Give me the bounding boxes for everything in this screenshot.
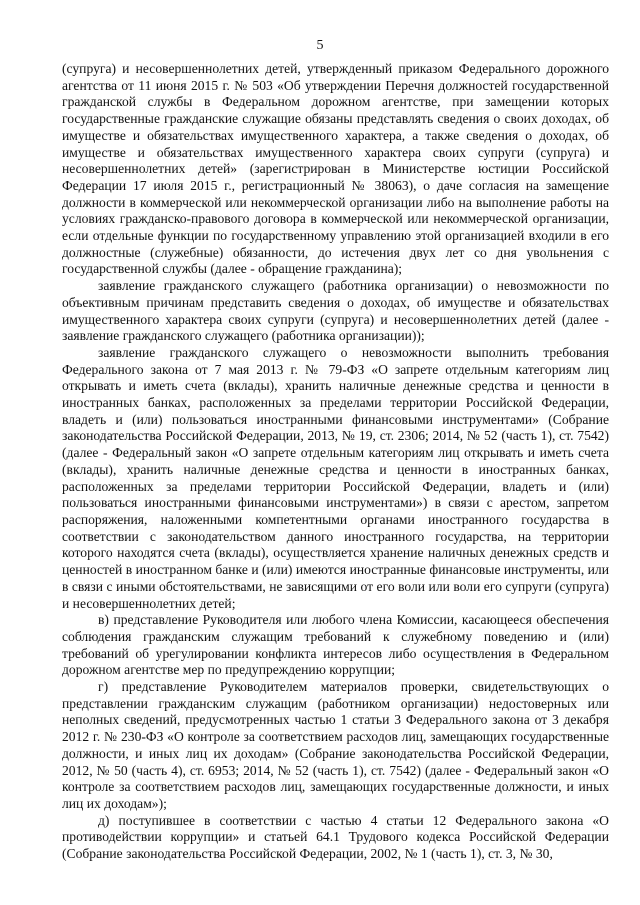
paragraph-foreign-accounts-statement: заявление гражданского служащего о невозможности выполнить требования Федерального закона от 7 мая 2013 г. № 79-ФЗ «О запрете отдельным категориям лиц открывать и иметь счета (вклады), хранить наличные денежные средства и ценности в иностранных банках, расположенных за пределами территории Российской Федерации, владеть и (или) пользоваться иностранными финансовыми инструментами» (Собрание законодательства Российской Федерации, 2013, № 19, ст. 2306; 2014, № 52 (часть 1), ст. 7542) (далее - Федеральный закон «О запрете отдельным категориям лиц открывать и иметь счета (вклады), хранить наличные денежные средства и ценности в иностранных банках, расположенных за пределами территории Российской Федерации, владеть и (или) пользоваться иностранными финансовыми инструментами») в связи с арестом, запретом распоряжения, наложенными компетентными органами иностранного государства в соответствии с законодательством данного иностранного государства, на территории которого находятся счета (вклады), осуществляется хранение наличных денежных средств и ценностей в иностранном банке и (или) имеются иностранные финансовые инструменты, или в связи с иными обстоятельствами, не зависящими от его воли или воли его супруги (супруга) и несовершеннолетних детей; <box>62 344 609 611</box>
paragraph-item-v: в) представление Руководителя или любого члена Комиссии, касающееся обеспечения соблюдения гражданским служащим требований к служебному поведению и (или) требований об урегулировании конфликта интересов либо осуществления в Федеральном дорожном агентстве мер по предупреждению коррупции; <box>62 612 609 678</box>
paragraph-item-d: д) поступившее в соответствии с частью 4 статьи 12 Федерального закона «О противодействии коррупции» и статьей 64.1 Трудового кодекса Российской Федерации (Собрание законодательства Российской Федерации, 2002, № 1 (часть 1), ст. 3, № 30, <box>62 812 609 862</box>
paragraph-employee-statement: заявление гражданского служащего (работника организации) о невозможности по объективным причинам представить сведения о доходах, об имуществе и обязательствах имущественного характера своих супруги (супруга) и несовершеннолетних детей (далее - заявление гражданского служащего (работника организации)); <box>62 278 609 344</box>
paragraph-continuation: (супруга) и несовершеннолетних детей, утвержденный приказом Федерального дорожного агентства от 11 июня 2015 г. № 503 «Об утверждении Перечня должностей государственной гражданской службы в Федеральном дорожном агентстве, при замещении которых государственные гражданские служащие обязаны представлять сведения о своих доходах, об имуществе и обязательствах имущественного характера, а также сведения о доходах, об имуществе и обязательствах имущественного характера своих супруги (супруга) и несовершеннолетних детей» (зарегистрирован в Министерстве юстиции Российской Федерации 17 июля 2015 г., регистрационный № 38063), о даче согласия на замещение должности в коммерческой или некоммерческой организации либо на выполнение работы на условиях гражданско-правового договора в коммерческой или некоммерческой организации, если отдельные функции по государственному управлению этой организацией входили в его должностные (служебные) обязанности, до истечения двух лет со дня увольнения с государственной службы (далее - обращение гражданина); <box>62 61 609 277</box>
paragraph-item-g: г) представление Руководителем материалов проверки, свидетельствующих о представлении гражданским служащим (работником организации) недостоверных или неполных сведений, предусмотренных частью 1 статьи 3 Федерального закона от 3 декабря 2012 г. № 230-ФЗ «О контроле за соответствием расходов лиц, замещающих государственные должности, и иных лиц их доходам» (Собрание законодательства Российской Федерации, 2012, № 50 (часть 4), ст. 6953; 2014, № 52 (часть 1), ст. 7542) (далее - Федеральный закон «О контроле за соответствием расходов лиц, замещающих государственные должности, и иных лиц их доходам»); <box>62 679 609 811</box>
page-number: 5 <box>316 38 324 53</box>
document-body <box>62 61 609 863</box>
